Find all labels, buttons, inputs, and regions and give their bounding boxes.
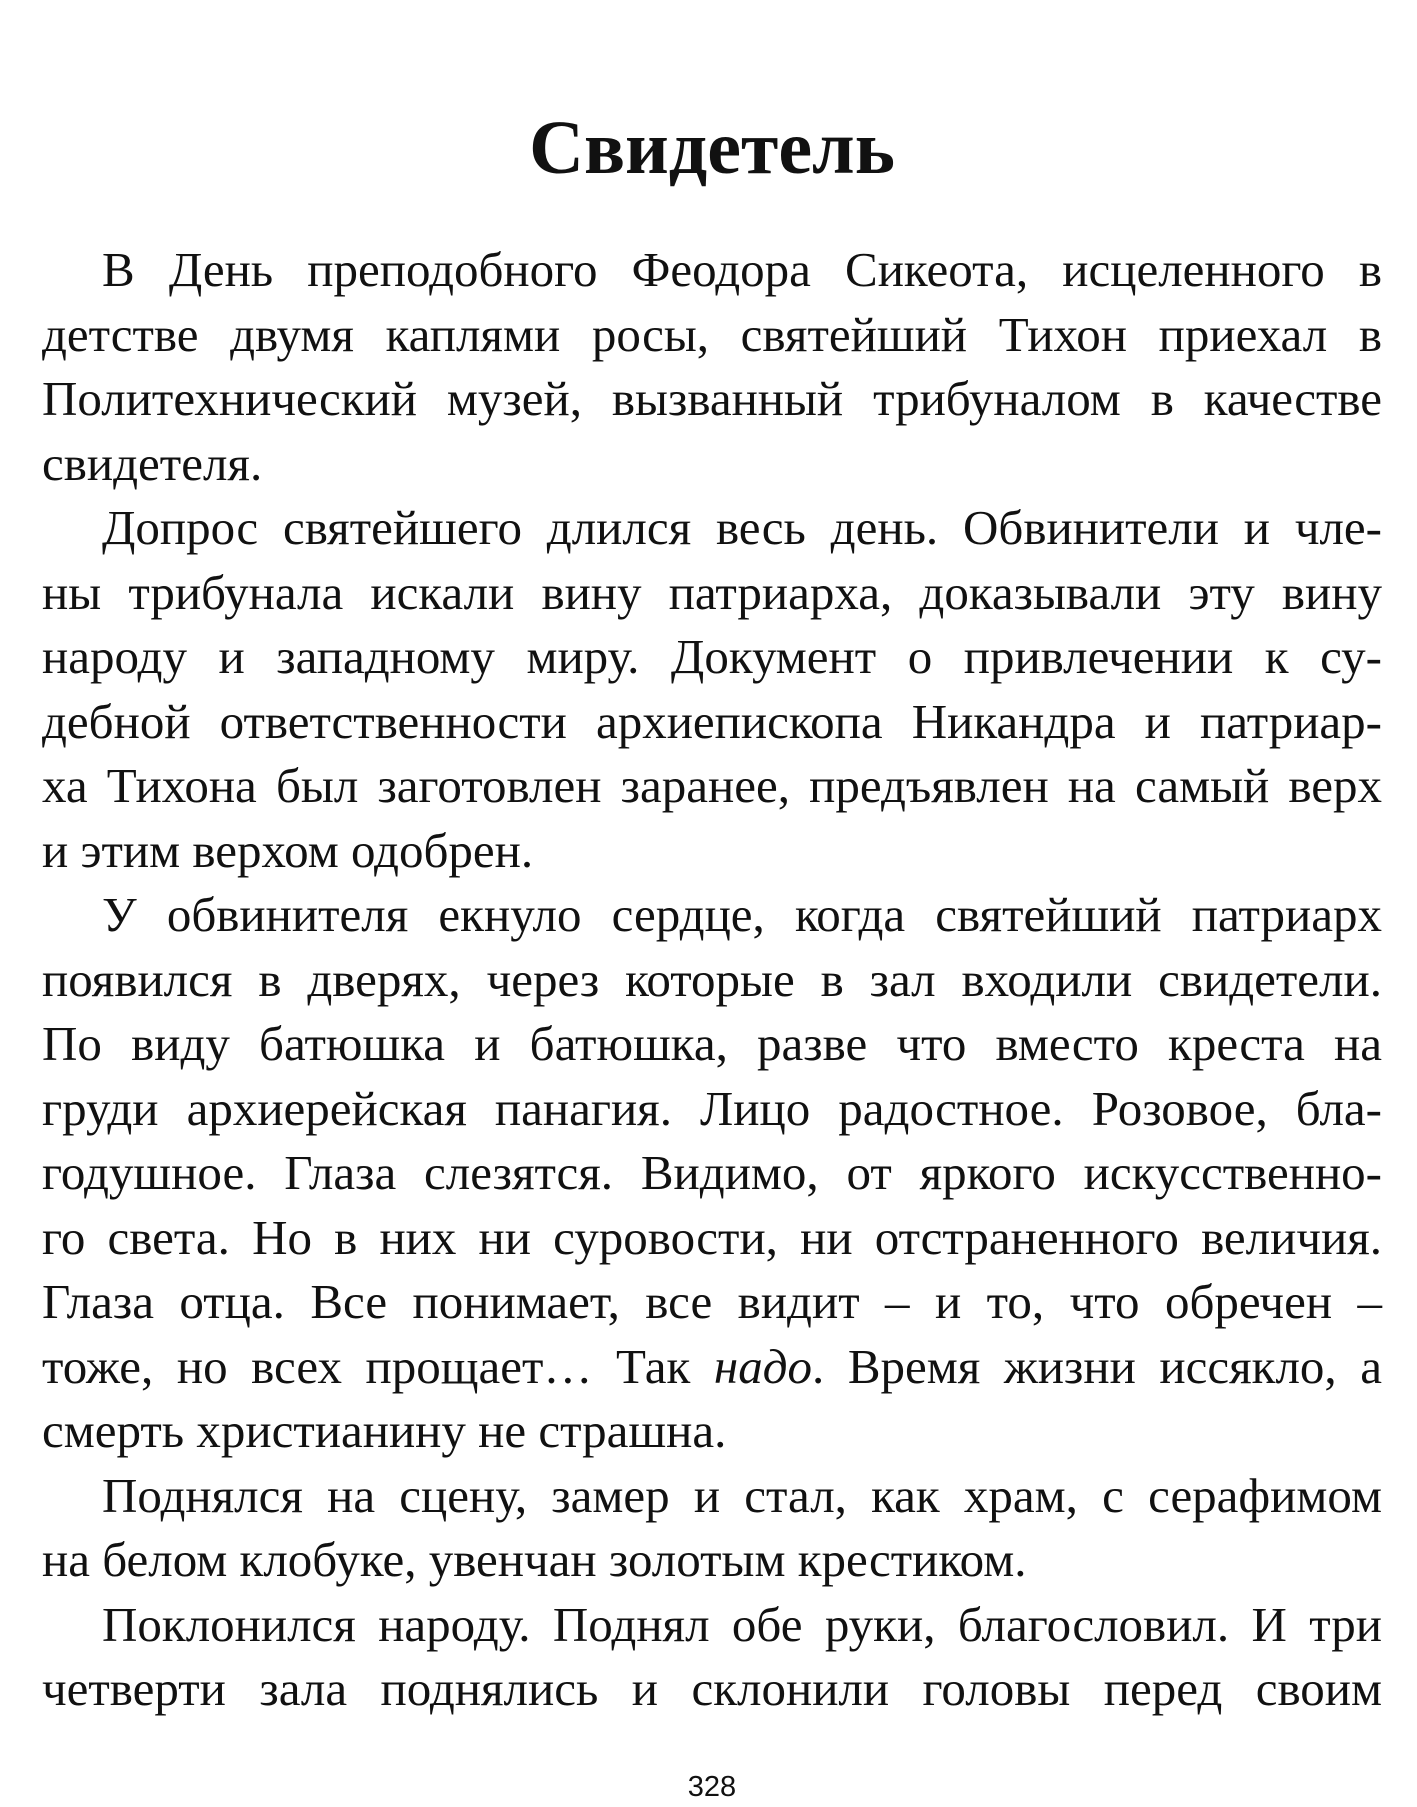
text-line: У обвинителя екнуло сердце, когда святейший патриарх <box>102 887 1382 942</box>
text-segment: . Время жизни иссякло, а <box>812 1338 1383 1394</box>
text-line: четверти зала поднялись и склонили головы перед своим <box>42 1661 1382 1716</box>
text-line: годушное. Глаза слезятся. Видимо, от яркого искусственно- <box>42 1145 1382 1200</box>
text-line: смерть христианину не страшна. <box>42 1403 727 1458</box>
text-line: Глаза отца. Все понимает, все видит – и то, что обречен – <box>42 1274 1382 1329</box>
paragraph-4 <box>42 1464 1382 1593</box>
text-line: и этим верхом одобрен. <box>42 822 534 878</box>
text-line: ха Тихона был заготовлен заранее, предъявлен на самый верх <box>42 758 1382 813</box>
text-line: свидетеля. <box>42 435 263 491</box>
text-line: дебной ответственности архиепископа Никандра и патриар- <box>42 693 1382 749</box>
text-line: груди архиерейская панагия. Лицо радостное. Розовое, бла- <box>42 1080 1382 1136</box>
book-page <box>42 0 1382 1807</box>
text-line: Поднялся на сцену, замер и стал, как храм, с серафимом <box>102 1467 1382 1523</box>
paragraph-2 <box>42 496 1382 883</box>
text-line: на белом клобуке, увенчан золотым крестиком. <box>42 1532 1027 1587</box>
page-number: 328 <box>687 1771 737 1803</box>
paragraph-1 <box>42 238 1382 496</box>
text-line: го света. Но в них ни суровости, ни отстраненного величия. <box>42 1209 1382 1265</box>
text-line: По виду батюшка и батюшка, разве что вместо креста на <box>42 1016 1382 1071</box>
text-line-with-italic <box>42 1335 1382 1400</box>
chapter-title: Свидетель <box>529 106 895 190</box>
text-line: Поклонился народу. Поднял обе руки, благословил. И три <box>102 1596 1382 1652</box>
text-line: В День преподобного Феодора Сикеота, исцеленного в <box>102 242 1382 297</box>
text-line: появился в дверях, через которые в зал входили свидетели. <box>42 951 1382 1007</box>
text-line: детстве двумя каплями росы, святейший Тихон приехал в <box>42 306 1382 362</box>
paragraph-3 <box>42 883 1382 1464</box>
text-line: Допрос святейшего длился весь день. Обвинители и чле- <box>102 500 1382 555</box>
text-segment: тоже, но всех прощает… Так <box>42 1338 714 1394</box>
paragraph-5 <box>42 1593 1382 1722</box>
text-line: народу и западному миру. Документ о привлечении к су- <box>42 629 1382 684</box>
italic-word: надо <box>713 1338 812 1394</box>
text-line: ны трибунала искали вину патриарха, доказывали эту вину <box>42 564 1382 620</box>
chapter-body <box>42 238 1382 1722</box>
text-line: Политехнический музей, вызванный трибуналом в качестве <box>42 371 1382 426</box>
